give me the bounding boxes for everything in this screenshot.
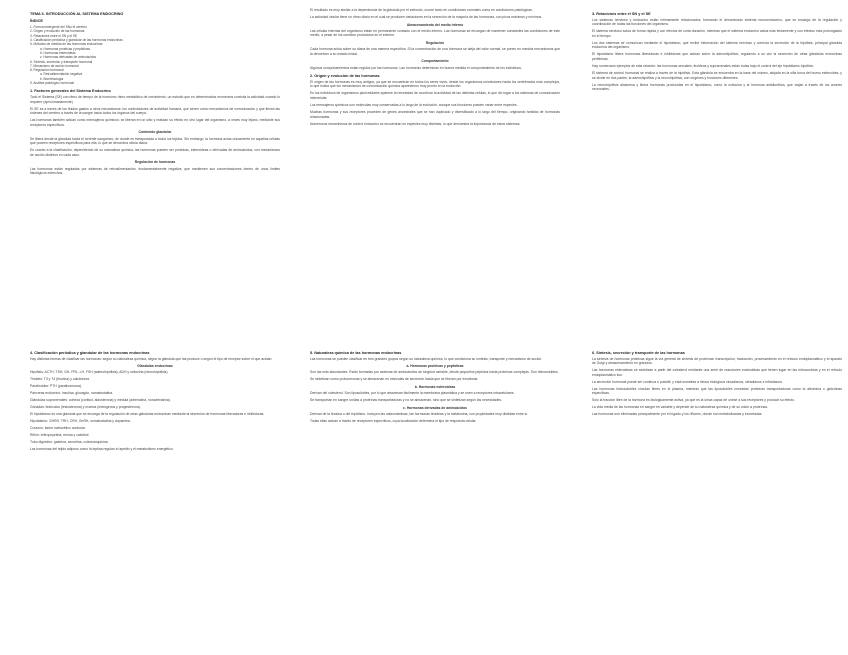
paragraph: Glándulas suprarrenales: corteza (cortisol, aldosterona) y médula (adrenalina, noradrenalina). [30,398,171,403]
paragraph: La actividad celular tiene un ritmo diario en el cual se producen variaciones en la secreción de la mayoría de las hormonas, con picos máximos y mínimos. [310,14,543,19]
document-page-1 [30,8,280,308]
paragraph: Las hormonas esteroideas se sintetizan a partir del colesterol mediante una serie de reacciones enzimáticas que tienen lugar en las mitocondrias y en el retículo endoplasmático liso. [592,368,842,377]
subsection-heading: Regulación de hormonas [134,160,176,165]
section-heading: 4. Clasificación periódica y glandular de las hormonas endocrinas [30,350,150,355]
paragraph: Las hormonas también actúan como mensajeros químicos: se liberan en un sitio y realizan su efecto en otro lugar del organismo, a veces muy lejano, mediante sus receptores específicos. [30,118,280,127]
toc-subentry: b. Hormonas esteroideas [40,50,76,55]
toc-entry: 3. Relaciones entre el SN y el SE [30,33,78,38]
subsection-heading: Comportamiento [421,59,449,64]
paragraph: Corazón: factor natriurético auricular. [30,426,86,431]
paragraph: El hipotálamo es una glándula que se encarga de la regulación de otras glándulas endocrinas mediante la secreción de hormonas liberadoras e inhibidoras. [30,412,265,417]
paragraph: Los dos sistemas se comunican mediante el hipotálamo, que recibe información del sistema nervioso y controla la secreción de la hipófisis, principal glándula endocrina del organismo. [592,40,842,50]
paragraph: Tubo digestivo: gastrina, secretina, colecistoquinina. [30,440,109,445]
paragraph: La vida media de las hormonas en sangre es variable y depende de su naturaleza química y de su unión a proteínas. [592,405,769,410]
paragraph: Gónadas: testículos (testosterona) y ovarios (estrógenos y progesterona). [30,405,141,410]
document-page-6 [592,347,842,647]
paragraph: Riñón: eritropoyetina, renina y calcitriol. [30,433,90,438]
paragraph: Se transportan en sangre unidas a proteínas transportadoras y no se almacenan, sino que se sintetizan según las necesidades. [310,398,503,403]
paragraph: Paratiroides: PTH (parathormona). [30,384,83,389]
toc-entry: 2. Origen y evolución de las hormonas [30,29,85,34]
subsection-heading: Regulación [425,40,445,45]
paragraph: En cuanto a la clasificación, dependiendo de su naturaleza química, las hormonas pueden ser proteicas, esteroideas o derivadas de aminoácidos, con mecanismos de acción distintos en cada caso. [30,148,280,157]
paragraph: Numerosos mecanismos de control endocrino se encuentran en especies muy distintas, lo que demuestra la importancia de estos sistemas. [310,121,521,126]
paragraph: Derivan del colesterol. Son liposolubles, por lo que atraviesan fácilmente la membrana plasmática y se unen a receptores intracelulares. [310,391,515,396]
section-heading: 6. Síntesis, secreción y transporte de las hormonas [592,350,685,355]
paragraph: Solo la fracción libre de la hormona es biológicamente activa, ya que es la única capaz de unirse a sus receptores y producir su efecto. [592,398,795,403]
document-page-2 [310,8,560,308]
paragraph: Se sintetizan como prohormonas y se almacenan en vesículas de secreción hasta que se liberan por exocitosis. [310,377,479,382]
paragraph: Cada hormona actúa sobre su diana de una manera específica. Si la concentración de una hormona se aleja del valor normal, se ponen en marcha mecanismos que la devuelven a su estado inicial. [310,47,560,56]
section-heading: 3. Relaciones entre el SN y el SE [592,11,651,16]
toc-entry: 6. Síntesis, secreción y transporte hormonal [30,59,93,64]
document-page-4 [30,347,280,647]
paragraph: Se libera desde la glándula hacia el torrente sanguíneo, de donde es transportada a todos los tejidos. Sin embargo, la hormona actúa únicamente en aquellas células que poseen receptores específicos para ella, lo que se denomina célula diana. [30,136,280,146]
paragraph: La secreción hormonal puede ser continua o pulsátil, y está sometida a ritmos biológicos circadianos, ultradianos e infradianos. [592,379,783,384]
section-heading: 5. Naturaleza química de las hormonas endocrinas [310,350,402,355]
subsection-heading: Contenido glandular [138,130,172,135]
toc-entry: 9. Análisis patológico hormonal [30,81,74,86]
paragraph: El resultado es muy similar a la dependencia de la glándula por el estímulo, ocurre tanto en condiciones normales como en condiciones patológicas. [310,8,533,12]
paragraph: Hipófisis: ACTH, TSH, GH, PRL, LH, FSH (adenohipófisis); ADH y oxitocina (neurohipófisis). [30,370,169,375]
subsection-heading: Almacenamiento del medio interno [406,22,464,27]
paragraph: Algunos comportamientos están regidos por las hormonas. Las hormonas determinan en buena medida el comportamiento de los individuos. [310,65,522,70]
toc-entry: 4. Clasificación periódica y glandular de las hormonas endocrinas [30,38,123,43]
paragraph: La neurohipófisis almacena y libera hormonas producidas en el hipotálamo, como la oxitocina y la hormona antidiurética, que viajan a través de los axones neuronales. [592,82,842,92]
paragraph: El hipotálamo libera hormonas liberadoras e inhibidoras que actúan sobre la adenohipófisis, regulando a su vez la secreción de otras glándulas endocrinas periféricas. [592,52,842,62]
paragraph: Tiroides: T3 y T4 (tiroxina) y calcitonina. [30,377,90,382]
paragraph: Hay distintas formas de clasificar las hormonas: según su naturaleza química, según la glándula que las produce o según el tipo de receptor sobre el que actúan. [30,356,273,361]
document-page-3 [592,8,842,308]
toc-entry: 1. Fuerza emergente del SNo el cerebro [30,25,87,30]
document-page-5 [310,347,560,647]
paragraph: Las hormonas hidrosolubles circulan libres en el plasma, mientras que las liposolubles necesitan proteínas transportadoras como la albúmina o globulinas específicas. [592,386,842,396]
paragraph: El origen de las hormonas es muy antiguo, ya que se encuentran en todos los seres vivos, desde los organismos unicelulares hasta los vertebrados más complejos, lo que indica que los mecanismos de comunicación química aparecieron muy pronto en la evolución. [310,79,560,89]
paragraph: Las células internas del organismo están en permanente contacto con el medio interno. Las hormonas se encargan de mantener constantes las condiciones de este medio, a pesar de los cambios producidos en el exterior. [310,28,560,38]
paragraph: Hay numerosos ejemplos de esta relación: las hormonas sexuales, tiroideas y suprarrenales están todas bajo el control del eje hipotálamo-hipófisis. [592,64,815,68]
paragraph: Páncreas endocrino: insulina, glucagón, somatostatina. [30,391,114,396]
paragraph: Los sistemas nervioso y endocrino están íntimamente relacionados, formando el denominado sistema neuroendocrino, que se encarga de la regulación y coordinación de todas las funciones del organismo. [592,17,842,27]
subsection-heading: c. Hormonas derivadas de aminoácidos [403,405,467,410]
paragraph: Los mensajeros químicos son moléculas muy conservadas a lo largo de la evolución, aunque sus funciones pueden variar entre especies. [310,102,518,107]
paragraph: La síntesis de hormonas proteicas sigue la vía general de síntesis de proteínas: transcripción, traducción, procesamiento en el retículo endoplasmático y el aparato de Golgi y almacenamiento en gránulos. [592,356,842,366]
subsection-heading: b. Hormonas esteroideas [414,385,456,390]
paragraph: El sistema de control hormonal se realiza a través de la hipófisis. Esta glándula se encuentra en la base del cráneo, alojada en la silla turca del hueso esfenoides, y se divide en dos partes: la adenohipófisis y la neurohipófisis, con orígenes y funciones diferentes. [592,70,842,80]
paragraph: Derivan de la tirosina o del triptófano. Incluyen las catecolaminas, las hormonas tiroideas y la melatonina, con propiedades muy distintas entre sí. [310,412,529,416]
paragraph: Las hormonas son eliminadas principalmente por el hígado y los riñones, donde son metabolizadas y excretadas. [592,412,763,417]
subsection-heading: Glándulas endocrinas [137,364,173,369]
section-heading: ÍNDICE [30,19,43,23]
section-heading: TEMA 6. INTRODUCCIÓN AL SISTEMA ENDOCRINO [30,11,124,16]
section-heading: 2. Origen y evolución de las hormonas [310,73,380,78]
paragraph: El SE es a través de los fluidos gastos a otros mecanismos: los controladores de actividad humana, que sirven como mecanismos de comunicación y que llevan las órdenes del cerebro a través de la sangre hacia todos los órganos del cuerpo. [30,106,280,116]
paragraph: Las hormonas están reguladas por sistemas de retroalimentación, fundamentalmente negativa, que mantienen sus concentraciones dentro de unos límites fisiológicos estrechos. [30,166,280,176]
toc-subentry: a. Hormonas proteicas y peptídicas [40,46,90,51]
paragraph: Todas ellas actúan a través de receptores específicos, cuya localización determina el tipo de respuesta celular. [310,418,477,423]
toc-subentry: c. Hormonas derivadas de aminoácidos [40,55,96,60]
paragraph: En los individuos de organismos pluricelulares aparece la necesidad de coordinar la actividad de las distintas células, lo que dio lugar a los sistemas de comunicación intercelular. [310,91,560,100]
section-heading: 1. Factores generales del Sistema Endocrino [30,88,111,93]
paragraph: Las hormonas se pueden clasificar en tres grandes grupos según su naturaleza química, lo que condiciona su síntesis, transporte y mecanismo de acción. [310,356,543,361]
paragraph: Muchas hormonas y sus receptores proceden de genes ancestrales que se han duplicado y diversificado a lo largo del tiempo, originando familias de hormonas relacionadas. [310,109,560,119]
toc-subentry: a. Retroalimentación negativa [40,72,83,77]
toc-entry: 7. Mecanismo de acción hormonal [30,63,79,68]
paragraph: Las hormonas del tejido adiposo como la leptina regulan el apetito y el metabolismo energético. [30,447,174,452]
toc-entry: 8. Regulación hormonal [30,68,64,73]
subsection-heading: a. Hormonas proteicas y peptídicas [406,364,464,369]
paragraph: Todo el Sistema (SE) con ritmo de tiempo de la hormona: ritmo metabólico de crecimiento, un estudio que en determinados momentos controla la actividad cuando lo requiere (aproximadamente) [30,95,280,104]
paragraph: Son las más abundantes. Están formadas por cadenas de aminoácidos de longitud variable, desde pequeños péptidos hasta proteínas complejas. Son hidrosolubles. [310,370,559,375]
toc-subentry: b. Biorritmología [40,76,64,81]
paragraph: Hipotálamo: GHRH, TRH, CRH, GnRH, somatostatina y dopamina. [30,419,131,424]
toc-entry: 5. Métodos de medida de las hormonas endocrinas [30,42,103,47]
paragraph: El sistema nervioso actúa de forma rápida y con efectos de corta duración, mientras que el sistema endocrino actúa más lentamente y con efectos más prolongados en el tiempo. [592,29,842,38]
